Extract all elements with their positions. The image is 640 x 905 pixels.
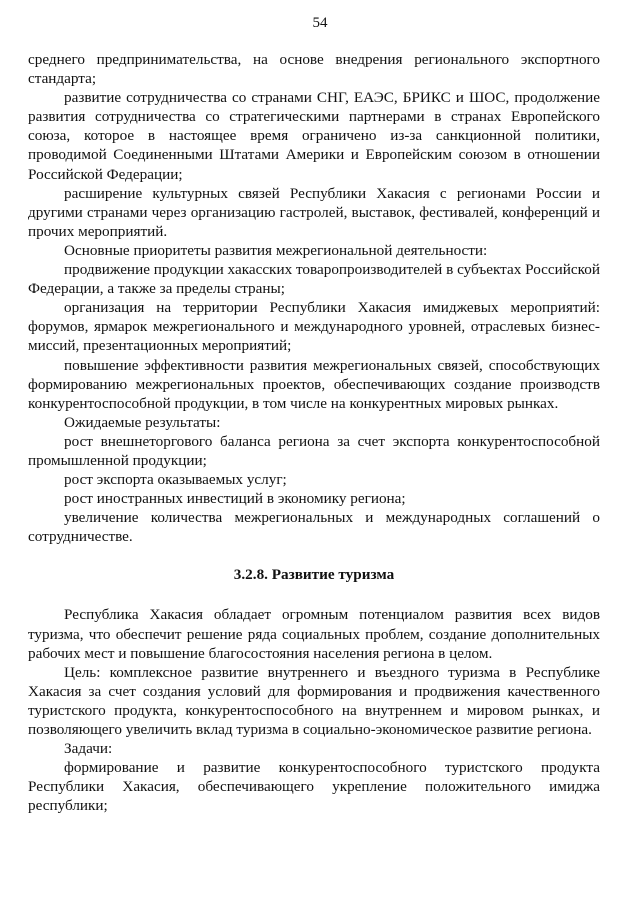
section-heading: 3.2.8. Развитие туризма <box>233 566 395 584</box>
paragraph: среднего предпринимательства, на основе внедрения регионального экспортного стандарта; <box>28 51 600 88</box>
paragraph: формирование и развитие конкурентоспособного туристского продукта Республики Хакасия, обеспечивающего укрепление положительного имиджа республики; <box>28 759 600 815</box>
paragraph: повышение эффективности развития межрегиональных связей, способствующих формированию межрегиональных проектов, обеспечивающих создание производств конкурентоспособной продукции, в том числе на конкурентных мировых рынках. <box>28 356 600 412</box>
paragraph: продвижение продукции хакасских товаропроизводителей в субъектах Российской Федерации, а также за пределы страны; <box>28 261 600 298</box>
paragraphs-bottom <box>28 605 600 815</box>
paragraph: рост иностранных инвестиций в экономику региона; <box>64 490 406 508</box>
paragraph: рост экспорта оказываемых услуг; <box>64 471 287 489</box>
paragraph: Основные приоритеты развития межрегиональной деятельности: <box>64 241 488 259</box>
paragraph: Задачи: <box>64 740 113 758</box>
paragraph: расширение культурных связей Республики Хакасия с регионами России и другими странами через организацию гастролей, выставок, фестивалей, конференций и прочих мероприятий. <box>28 184 600 240</box>
document-body <box>28 50 600 815</box>
paragraph: Республика Хакасия обладает огромным потенциалом развития всех видов туризма, что обеспечит решение ряда социальных проблем, создание дополнительных рабочих мест и повышение благосостояния населения региона в целом. <box>28 606 600 662</box>
paragraph: развитие сотрудничества со странами СНГ, ЕАЭС, БРИКС и ШОС, продолжение развития сотрудничества со стратегическими партнерами в странах Европейского союза, которое в настоящее время ограничено из-за санкционной политики, проводимой Соединенными Штатами Америки и Европейским союзом в отношении Российской Федерации; <box>28 89 600 183</box>
paragraph: Цель: комплексное развитие внутреннего и въездного туризма в Республике Хакасия за счет создания условий для формирования и продвижения качественного туристского продукта, конкурентоспособного на внутреннем и мировом рынках, и позволяющего увеличить вклад туризма в социально-экономическое развитие региона. <box>28 663 600 738</box>
paragraphs-top <box>28 50 600 546</box>
paragraph: увеличение количества межрегиональных и международных соглашений о сотрудничестве. <box>28 509 600 546</box>
paragraph: организация на территории Республики Хакасия имиджевых мероприятий: форумов, ярмарок межрегионального и международного уровней, отраслевых бизнес-миссий, презентационных мероприятий; <box>28 299 600 355</box>
page-number: 54 <box>312 15 328 31</box>
paragraph: Ожидаемые результаты: <box>64 413 221 431</box>
paragraph: рост внешнеторгового баланса региона за счет экспорта конкурентоспособной промышленной продукции; <box>28 432 600 469</box>
